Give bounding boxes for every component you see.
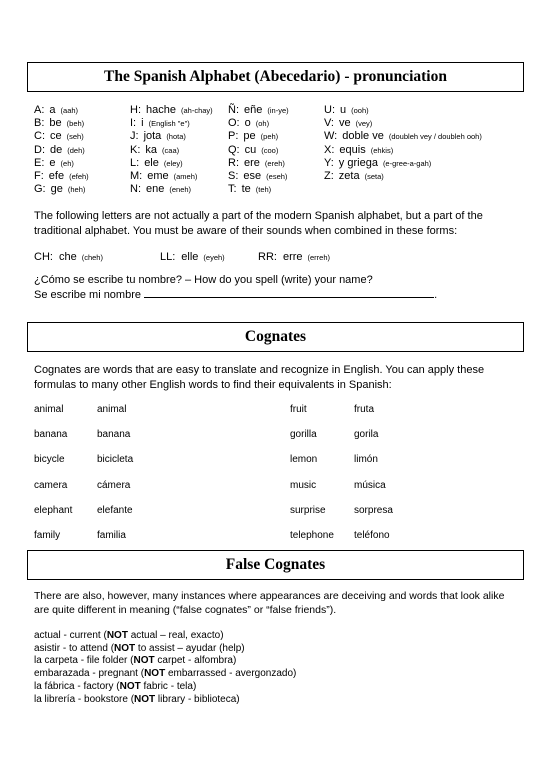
cognate-english: fruit	[290, 404, 307, 415]
not-marker: NOT	[133, 655, 155, 667]
letter-name: eme	[147, 170, 169, 182]
pronunciation: (erreh)	[307, 253, 331, 262]
answer-suffix: .	[434, 289, 438, 301]
alphabet-letter-entry	[228, 157, 285, 170]
letter-name: a	[49, 104, 56, 116]
pronunciation: (peh)	[260, 132, 279, 142]
letter-name: zeta	[338, 170, 360, 182]
cognate-english: telephone	[290, 530, 334, 541]
alphabet-letter-entry	[130, 170, 197, 183]
alphabet-letter-entry	[228, 170, 287, 183]
letter-name: o	[244, 117, 251, 130]
letter: A:	[34, 104, 45, 116]
cognate-english: elephant	[34, 504, 73, 516]
cognate-spanish: teléfono	[354, 530, 390, 541]
letter-name: erre	[282, 251, 303, 263]
false-cognate-item	[34, 655, 236, 667]
cognate-english: gorilla	[290, 429, 317, 441]
letter: Z:	[324, 170, 334, 182]
not-marker: NOT	[114, 642, 136, 654]
not-marker: NOT	[144, 668, 166, 680]
false-cognate-definition: asistir - to attend (	[34, 642, 115, 654]
letter: P:	[228, 130, 239, 143]
false-cognate-contrast: library - biblioteca)	[155, 693, 240, 705]
pronunciation: (ehkis)	[370, 145, 394, 155]
cognate-spanish: sorpresa	[354, 504, 393, 516]
pronunciation: (e-gree-a-gah)	[382, 158, 432, 168]
pronunciation: (heh)	[67, 185, 86, 195]
letter: R:	[228, 156, 239, 169]
traditional-letter-entry	[34, 251, 103, 263]
pronunciation: (caa)	[162, 145, 180, 155]
letter: M:	[130, 170, 143, 182]
pronunciation: (eh)	[60, 158, 74, 168]
false-cognate-contrast: actual – real, exacto)	[127, 630, 224, 641]
false-cognate-definition: la carpeta - file folder (	[34, 655, 134, 667]
pronunciation: (efeh)	[69, 172, 89, 181]
letter: W:	[324, 130, 338, 143]
letter: E:	[34, 156, 45, 169]
pronunciation: (beh)	[66, 119, 85, 129]
letter: K:	[130, 143, 141, 156]
cognates-title: Cognates	[244, 328, 307, 345]
letter-name: u	[340, 104, 347, 116]
alphabet-letter-entry	[130, 130, 186, 143]
letter: N:	[130, 183, 141, 196]
letter-name: jota	[143, 130, 162, 143]
letter-name: de	[50, 143, 63, 156]
letter-name: ere	[244, 156, 260, 169]
letter: X:	[324, 143, 335, 156]
pronunciation: (oh)	[255, 119, 270, 129]
pronunciation: (teh)	[255, 185, 272, 195]
letter: J:	[130, 130, 139, 143]
pronunciation: (aah)	[60, 106, 79, 115]
false-cognates-title-box	[27, 550, 524, 580]
cognate-english: animal	[34, 404, 64, 415]
letter-name: ka	[145, 143, 158, 156]
pronunciation: (ameh)	[173, 172, 198, 181]
traditional-note: The following letters are not actually a part of the modern Spanish alphabet, but a part of the traditional alphabet. You must be aware of their sounds when combined in these forms:	[34, 210, 483, 237]
letter: B:	[34, 117, 45, 130]
cognates-intro: Cognates are words that are easy to translate and recognize in English. You can apply these formulas to many other English words to find their equivalents in Spanish:	[34, 364, 485, 391]
cognate-spanish: familia	[97, 530, 126, 541]
alphabet-letter-entry	[34, 130, 84, 143]
cognate-spanish: fruta	[354, 404, 375, 415]
alphabet-letter-entry	[324, 170, 384, 183]
letter: D:	[34, 143, 45, 156]
cognate-spanish: cámera	[97, 479, 131, 491]
letter-name: te	[241, 183, 251, 196]
alphabet-letter-entry	[34, 144, 85, 157]
letter: S:	[228, 170, 239, 182]
letter: O:	[228, 117, 240, 130]
letter-name: pe	[243, 130, 256, 143]
letter-name: eñe	[244, 104, 263, 116]
pronunciation: (eseh)	[266, 172, 288, 181]
false-cognate-contrast: fabric - tela)	[140, 680, 197, 692]
false-cognate-item	[34, 643, 245, 655]
letter-name: cu	[244, 143, 257, 156]
letter-name: hache	[146, 104, 176, 116]
pronunciation: (ooh)	[351, 106, 369, 115]
alphabet-letter-entry	[324, 144, 393, 157]
alphabet-letter-entry	[34, 183, 85, 196]
pronunciation: (deh)	[67, 145, 85, 155]
pronunciation: (ah-chay)	[180, 106, 213, 115]
false-cognate-item	[34, 630, 224, 642]
cognate-spanish: animal	[97, 404, 127, 415]
false-cognate-contrast: to assist – ayudar (help)	[135, 642, 245, 654]
pronunciation: (seta)	[364, 172, 384, 181]
cognate-english: banana	[34, 429, 68, 441]
alphabet-letter-entry	[228, 104, 289, 117]
cognate-english: lemon	[290, 454, 318, 466]
alphabet-letter-entry	[228, 130, 278, 143]
alphabet-title-box	[27, 62, 524, 92]
letter-name: efe	[48, 170, 65, 182]
cognates-title-box	[27, 322, 524, 352]
pronunciation: (coo)	[261, 145, 279, 155]
alphabet-letter-entry	[324, 117, 372, 130]
alphabet-letter-entry	[130, 183, 191, 196]
letter: RR:	[258, 251, 277, 263]
cognate-english: surprise	[290, 504, 326, 516]
letter: V:	[324, 117, 334, 130]
not-marker: NOT	[106, 630, 128, 641]
letter-name: ese	[243, 170, 262, 182]
alphabet-letter-entry	[228, 117, 269, 130]
name-blank[interactable]	[144, 288, 434, 298]
pronunciation: (hota)	[166, 132, 186, 142]
false-cognates-intro: There are also, however, many instances where appearances are deceiving and words that look alike are quite different in meaning (“false cognates” or “false friends”).	[34, 590, 505, 616]
false-cognate-contrast: carpet - alfombra)	[154, 655, 237, 667]
cognate-english: camera	[34, 479, 68, 491]
spelling-answer-line	[34, 288, 522, 303]
pronunciation: (in-ye)	[267, 106, 289, 115]
cognate-english: bicycle	[34, 454, 65, 466]
false-cognate-item	[34, 694, 240, 706]
cognate-spanish: gorila	[354, 429, 379, 441]
alphabet-letter-entry	[130, 104, 213, 117]
pronunciation: (ereh)	[264, 158, 285, 168]
cognate-spanish: música	[354, 479, 386, 491]
alphabet-letter-entry	[130, 144, 179, 157]
alphabet-letter-entry	[34, 170, 89, 183]
pronunciation: (vey)	[355, 119, 373, 129]
alphabet-letter-entry	[130, 117, 190, 130]
letter: Q:	[228, 143, 240, 156]
letter: LL:	[160, 251, 176, 263]
letter: H:	[130, 104, 141, 116]
alphabet-letter-entry	[228, 144, 278, 157]
letter-name: y griega	[338, 156, 378, 169]
letter: Y:	[324, 156, 334, 169]
cognate-english: family	[34, 530, 61, 541]
letter-name: doble ve	[342, 130, 384, 143]
letter: F:	[34, 170, 44, 182]
letter-name: e	[49, 156, 56, 169]
letter-name: equis	[339, 143, 366, 156]
letter-name: i	[141, 117, 144, 130]
spelling-question: ¿Cómo se escribe tu nombre? – How do you spell (write) your name?	[34, 274, 373, 286]
false-cognate-item	[34, 668, 296, 680]
alphabet-letter-entry	[130, 157, 183, 170]
letter: T:	[228, 183, 237, 196]
letter: L:	[130, 156, 140, 169]
alphabet-letter-entry	[34, 157, 74, 170]
pronunciation: (doubleh vey / doubleh ooh)	[388, 132, 482, 142]
answer-prefix: Se escribe mi nombre	[34, 289, 141, 301]
letter-name: be	[49, 117, 62, 130]
letter: I:	[130, 117, 137, 130]
pronunciation: (eley)	[163, 158, 183, 168]
cognate-spanish: banana	[97, 429, 131, 441]
false-cognate-definition: actual - current (	[34, 630, 107, 641]
pronunciation: (eneh)	[169, 185, 192, 195]
not-marker: NOT	[119, 680, 141, 692]
letter-name: ene	[146, 183, 165, 196]
false-cognates-title: False Cognates	[225, 556, 326, 573]
letter: Ñ:	[228, 104, 239, 116]
pronunciation: (seh)	[66, 132, 84, 142]
letter-name: elle	[181, 251, 199, 263]
pronunciation: (eyeh)	[203, 253, 225, 262]
cognate-english: music	[290, 479, 317, 491]
letter: CH:	[34, 251, 53, 263]
alphabet-letter-entry	[324, 130, 482, 143]
false-cognate-definition: la fábrica - factory (	[34, 680, 120, 692]
cognate-spanish: bicicleta	[97, 454, 134, 466]
alphabet-letter-entry	[324, 157, 431, 170]
false-cognate-contrast: embarrassed - avergonzado)	[165, 668, 297, 680]
letter: U:	[324, 104, 335, 116]
alphabet-letter-entry	[324, 104, 369, 117]
traditional-letter-entry	[160, 251, 225, 263]
traditional-letter-entry	[258, 251, 330, 263]
letter-name: ge	[50, 183, 63, 196]
cognate-spanish: limón	[354, 454, 378, 466]
letter-name: ele	[144, 156, 159, 169]
pronunciation: (English "e")	[148, 119, 190, 129]
pronunciation: (cheh)	[81, 253, 103, 262]
false-cognate-definition: embarazada - pregnant (	[34, 668, 145, 680]
letter-name: ve	[339, 117, 351, 130]
letter: G:	[34, 183, 46, 196]
not-marker: NOT	[134, 693, 156, 705]
letter-name: che	[58, 251, 77, 263]
alphabet-letter-entry	[34, 104, 78, 117]
alphabet-letter-entry	[34, 117, 84, 130]
false-cognate-definition: la librería - bookstore (	[34, 693, 135, 705]
cognate-spanish: elefante	[97, 504, 133, 516]
alphabet-title: The Spanish Alphabet (Abecedario) - pronunciation	[104, 68, 447, 85]
false-cognate-item	[34, 681, 196, 693]
letter: C:	[34, 130, 45, 143]
alphabet-letter-entry	[228, 183, 271, 196]
letter-name: ce	[50, 130, 62, 143]
